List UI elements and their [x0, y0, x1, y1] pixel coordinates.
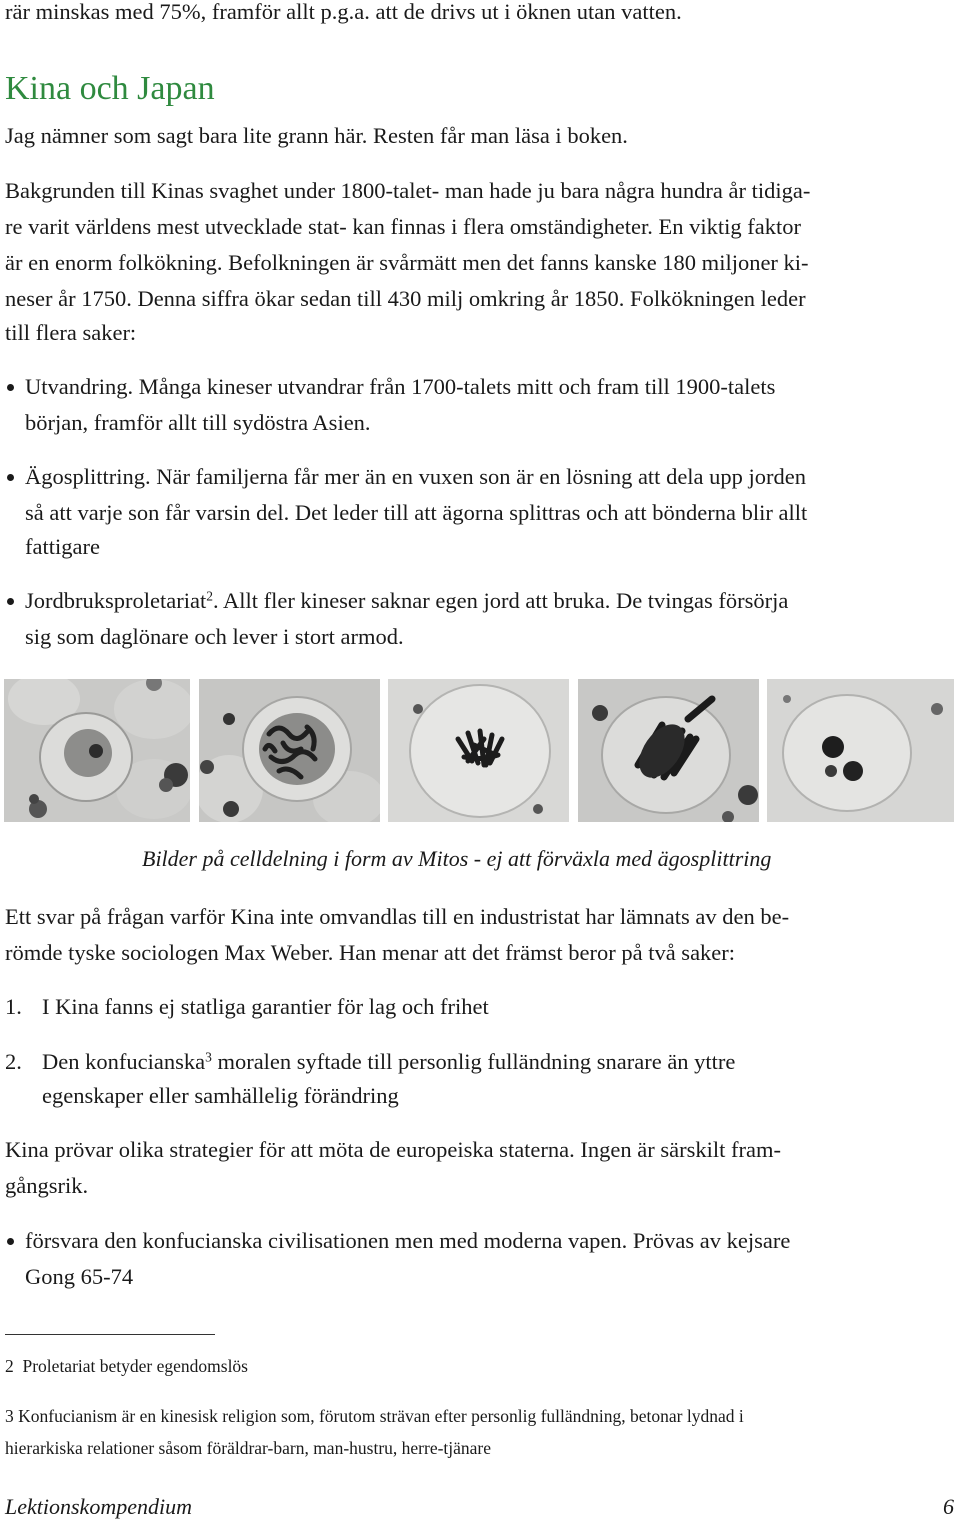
footer-title: Lektionskompendium: [5, 1494, 192, 1519]
numbered-item-line: [42, 1044, 735, 1080]
list-number: 2.: [5, 1049, 22, 1074]
bullet-dot: [7, 474, 14, 481]
para1-line: till flera saker:: [5, 320, 137, 345]
list-number: 1.: [5, 994, 22, 1019]
jordbruk-rest: . Allt fler kineser saknar egen jord att bruka. De tvingas försörja: [212, 588, 789, 613]
bullet-jordbruk-line: [25, 583, 788, 619]
footnote-ref-3[interactable]: 3: [205, 1049, 212, 1065]
para1-line: neser år 1750. Denna siffra ökar sedan till 430 milj omkring år 1850. Folkökningen leder: [5, 286, 806, 311]
footnote-3-line2: hierarkiska relationer såsom föräldrar-barn, man-hustru, herre-tjänare: [5, 1438, 492, 1458]
bullet-utvandring-line: början, framför allt till sydöstra Asien.: [25, 410, 371, 435]
para1-line: Bakgrunden till Kinas svaghet under 1800-talet- man hade ju bara några hundra år tidiga-: [5, 178, 811, 203]
para2-line: Ett svar på frågan varför Kina inte omvandlas till en industristat har lämnats av den be-: [5, 904, 790, 929]
numbered-item-line: I Kina fanns ej statliga garantier för lag och frihet: [42, 994, 489, 1019]
intro-paragraph: Jag nämner som sagt bara lite grann här. Resten får man läsa i boken.: [5, 123, 628, 148]
section-title: Kina och Japan: [5, 70, 215, 107]
bullet-utvandring-line: Utvandring. Många kineser utvandrar från 1700-talets mitt och fram till 1900-talets: [25, 374, 776, 399]
para2-line: römde tyske sociologen Max Weber. Han menar att det främst beror på två saker:: [5, 940, 736, 965]
bullet-jordbruk-line: sig som daglönare och lever i stort armod.: [25, 624, 404, 649]
bullet-forsvara-line: Gong 65-74: [25, 1264, 134, 1289]
mitosis-photo-metaphase: [388, 679, 569, 822]
footnote-text: Konfucianism är en kinesisk religion som, förutom strävan efter personlig fulländning, betonar lydnad i: [18, 1406, 744, 1426]
konfucianska-post: moralen syftade till personlig fulländning snarare än yttre: [211, 1049, 736, 1074]
footnote-ref-2[interactable]: 2: [206, 588, 213, 604]
footnote-mark: 3: [5, 1406, 14, 1426]
bullet-agosplittring-line: fattigare: [25, 534, 100, 559]
mitosis-photo-interphase: [4, 679, 190, 822]
bullet-dot: [7, 384, 14, 391]
footnote-3: [5, 1406, 744, 1427]
jordbruk-lead: Jordbruksproletariat: [25, 588, 207, 613]
bullet-dot: [7, 1238, 14, 1245]
mitosis-photo-telophase: [767, 679, 954, 822]
numbered-item-line: egenskaper eller samhällelig förändring: [42, 1083, 399, 1108]
para1-line: är en enorm folkökning. Befolkningen är svårmätt men det fanns kanske 180 miljoner ki-: [5, 250, 809, 275]
mitosis-photo-anaphase: [578, 679, 759, 822]
para3-line: gångsrik.: [5, 1173, 89, 1198]
para1-line: re varit världens mest utvecklade stat- kan finnas i flera omständigheter. En viktig faktor: [5, 214, 801, 239]
bullet-dot: [7, 598, 14, 605]
bullet-forsvara-line: försvara den konfucianska civilisationen men med moderna vapen. Prövas av kejsare: [25, 1228, 791, 1253]
para3-line: Kina prövar olika strategier för att möta de europeiska staterna. Ingen är särskilt fram-: [5, 1137, 781, 1162]
bullet-agosplittring-line: Ägosplittring. När familjerna får mer än en vuxen son är en lösning att dela upp jorden: [25, 464, 807, 489]
footnote-text: Proletariat betyder egendomslös: [22, 1356, 248, 1376]
mitosis-photo-prophase: [199, 679, 380, 822]
top-line: rär minskas med 75%, framför allt p.g.a. att de drivs ut i öknen utan vatten.: [5, 0, 682, 24]
page-number: 6: [943, 1494, 954, 1519]
konfucianska-pre: Den konfucianska: [42, 1049, 206, 1074]
footnote-divider: [5, 1334, 215, 1335]
footnote-2: [5, 1356, 248, 1377]
bullet-agosplittring-line: så att varje son får varsin del. Det leder till att ägorna splittras och att bönderna blir allt: [25, 500, 808, 525]
figure-caption: Bilder på celldelning i form av Mitos - ej att förväxla med ägosplittring: [142, 846, 772, 871]
footnote-mark: 2: [5, 1356, 14, 1376]
